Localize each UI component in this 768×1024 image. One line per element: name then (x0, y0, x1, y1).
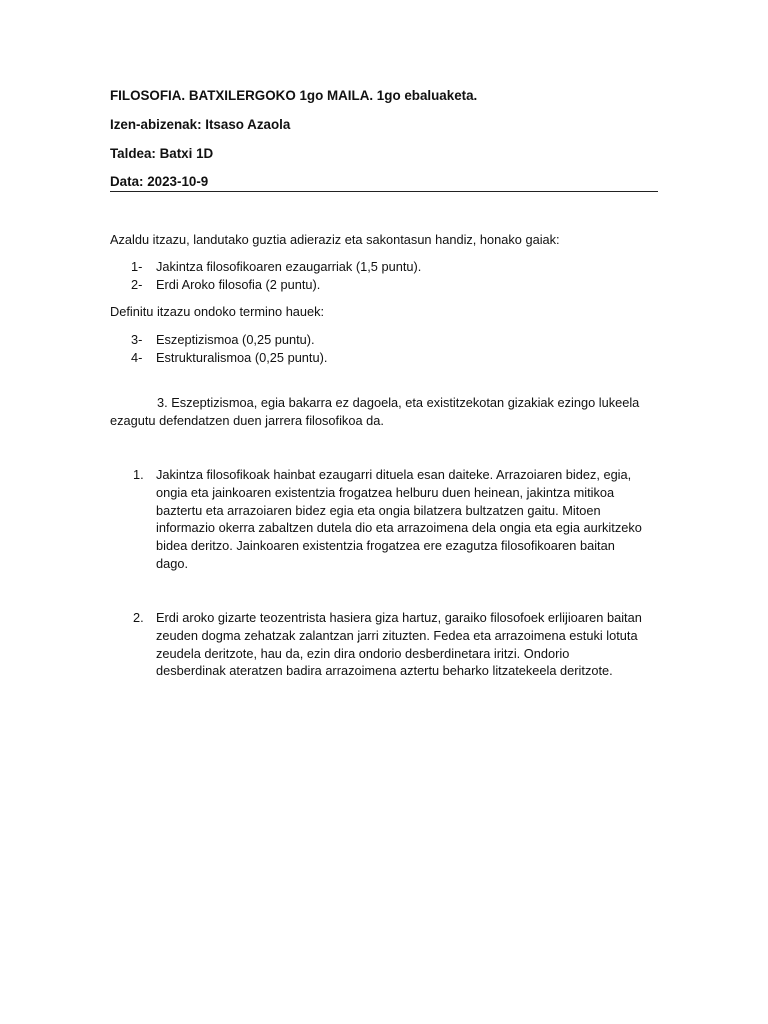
answer-line: Erdi aroko gizarte teozentrista hasiera giza hartuz, garaiko filosofoek erlijioaren baitan (156, 610, 642, 625)
question-number: 4- (131, 350, 143, 365)
question-text: Eszeptizismoa (0,25 puntu). (156, 332, 315, 347)
question-item (0, 276, 768, 294)
answer-body (156, 609, 676, 680)
header-divider (110, 191, 658, 192)
question-text: Erdi Aroko filosofia (2 puntu). (156, 277, 321, 292)
answer-number: 1. (133, 467, 144, 482)
instructions-intro: Azaldu itzazu, landutako guztia adieraziz eta sakontasun handiz, honako gaiak: (110, 232, 560, 247)
answer-line: zeuden dogma zehatzak zalantzan jarri zituzten. Fedea eta arrazoimena estuki lotuta (156, 627, 638, 643)
question-number: 3- (131, 332, 143, 347)
answer-line: zeudela deritzote, hau da, ezin dira ondorio desberdinetara iritzi. Ondorio (156, 645, 570, 661)
question-text: Estrukturalismoa (0,25 puntu). (156, 350, 328, 365)
question-item (0, 331, 768, 349)
question-item (0, 349, 768, 367)
definitions-intro: Definitu itzazu ondoko termino hauek: (110, 304, 325, 319)
answer-line: ezagutu defendatzen duen jarrera filosofikoa da. (110, 412, 384, 428)
exam-date: Data: 2023-10-9 (110, 174, 209, 189)
answer-line: 3. Eszeptizismoa, egia bakarra ez dagoela, eta existitzekotan gizakiak ezingo lukeela (157, 395, 640, 410)
question-text: Jakintza filosofikoaren ezaugarriak (1,5 puntu). (156, 259, 422, 274)
student-name: Izen-abizenak: Itsaso Azaola (110, 117, 291, 132)
question-number: 1- (131, 259, 143, 274)
answer-line: dago. (156, 555, 189, 571)
student-group: Taldea: Batxi 1D (110, 146, 214, 161)
answer-line: baztertu eta arrazoiaren bidez egia eta ongia bilatzera bultzatzen gaitu. Mitoen (156, 502, 601, 518)
answer-line: bidea deritzo. Jainkoaren existentzia frogatzea ere ezagutza filosofikoaren baitan (156, 538, 615, 554)
answer-line: Jakintza filosofikoak hainbat ezaugarri dituela esan daiteke. Arrazoiaren bidez, egia, (156, 467, 632, 482)
question-item (0, 258, 768, 276)
answer-line: desberdinak ateratzen badira arrazoimena aztertu beharko litzatekeela deritzote. (156, 663, 613, 679)
question-number: 2- (131, 277, 143, 292)
answer-number: 2. (133, 610, 144, 625)
answer-line: informazio okerra zabaltzen dutela dio eta arrazoimena dela ongia eta egia aurkitzeko (156, 520, 642, 536)
answer-line: ongia eta jainkoaren existentzia frogatzea helburu duen heinean, jakintza mitikoa (156, 484, 615, 500)
answer-3 (110, 394, 670, 430)
answer-body (156, 466, 676, 573)
document-title: FILOSOFIA. BATXILERGOKO 1go MAILA. 1go ebaluaketa. (110, 88, 478, 103)
